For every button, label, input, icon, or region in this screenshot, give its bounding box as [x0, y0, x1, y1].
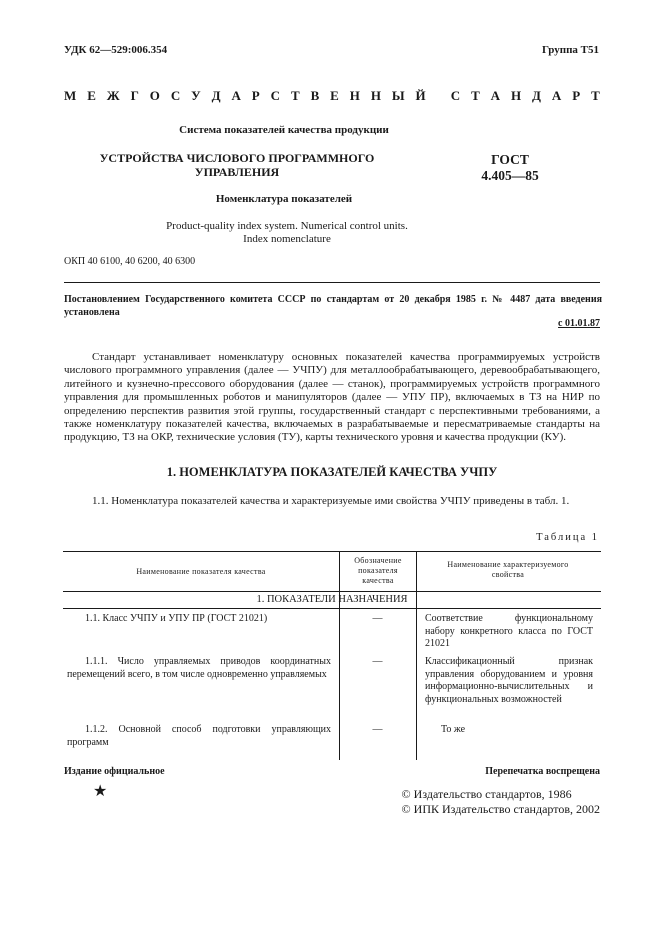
quality-index-table	[63, 551, 601, 760]
document-subtitle: Номенклатура показателей	[215, 193, 353, 205]
standard-title-letter: Н	[510, 88, 522, 103]
english-title-line-2: Index nomenclature	[243, 233, 331, 245]
section-heading-border	[63, 608, 601, 609]
table-header-border	[63, 591, 601, 592]
document-title	[64, 151, 410, 179]
table-header-designation: Обозначение показателя качества	[354, 556, 402, 585]
table-row-2-designation: —	[372, 656, 383, 667]
standard-title-letter: Ж	[106, 88, 120, 103]
standard-title-letter: Н	[370, 88, 381, 103]
group-code: Группа Т51	[541, 44, 599, 56]
standard-title-letter: О	[149, 88, 160, 103]
official-edition-label: Издание официальное	[64, 766, 165, 777]
standard-title-letter: Н	[349, 88, 360, 103]
table-top-border	[63, 551, 601, 552]
divider	[64, 282, 600, 283]
standard-title-letter: Й	[415, 88, 426, 103]
table-row-2-name: 1.1.1. Число управляемых приводов координатных перемещений всего, в том числе одновременно управляемых	[67, 656, 331, 680]
table-caption: Таблица 1	[536, 532, 599, 543]
udk-code: УДК 62—529:006.354	[64, 44, 168, 56]
effective-date: с 01.01.87	[558, 318, 600, 329]
table-column-divider	[416, 551, 417, 760]
standard-title-letter: Т	[471, 88, 480, 103]
reprint-notice: Перепечатка воспрещена	[485, 766, 600, 777]
english-title-line-1: Product-quality index system. Numerical control units.	[166, 220, 408, 232]
standard-title-letter: С	[450, 88, 461, 103]
intro-paragraph: Стандарт устанавливает номенклатуру основных показателей качества программируемых устройств числового программного управления (далее — УЧПУ) для металлообрабатывающего, деревообрабатывающего, литейного и кузнечно-прессового оборудования (далее — станок), программируемых устройств программного управления для промышленных роботов и манипуляторов (далее — УПУ ПР), включаемых в ТЗ на НИР по определению перспектив развития этой группы, государственный стандарт с перспективными требованиями, а также номенклатуру показателей качества, включаемых в разрабатываемые и пересматриваемые стандарты на продукцию, ТЗ на ОКР, технические условия (ТУ), карты технического уровня и качества продукции (КУ).	[64, 351, 600, 444]
document-title-line-2: УПРАВЛЕНИЯ	[194, 165, 280, 179]
table-row-1-property: Соответствие функциональному набору конкретного класса по ГОСТ 21021	[425, 613, 593, 649]
section-1-heading: 1. НОМЕНКЛАТУРА ПОКАЗАТЕЛЕЙ КАЧЕСТВА УЧПУ	[166, 465, 498, 479]
standard-title-letter: А	[231, 88, 241, 103]
standard-title-letter: Т	[290, 88, 300, 103]
paragraph-1-1: 1.1. Номенклатура показателей качества и характеризуемые ими свойства УЧПУ приведены в табл. 1.	[92, 495, 570, 507]
standard-title-letter: А	[490, 88, 501, 103]
standard-title-letter: А	[551, 88, 562, 103]
decree-text: Постановлением Государственного комитета СССР по стандартам от 20 декабря 1985 г. № 4487 дата введения установлена	[64, 294, 602, 318]
table-header-name: Наименование показателя качества	[136, 567, 266, 576]
table-row-2-property: Классификационный признак управления оборудованием и уровня информационно-вычислительных и функциональных возможностей	[425, 656, 593, 705]
copyright-line-1: © Издательство стандартов, 1986	[401, 787, 572, 801]
standard-title-letter: Р	[572, 88, 581, 103]
gost-number-block	[472, 152, 548, 184]
gost-number: 4.405—85	[481, 168, 539, 183]
gost-label: ГОСТ	[491, 152, 529, 167]
standard-title-letter: В	[310, 88, 320, 103]
standard-title-letter: Г	[130, 88, 139, 103]
standard-title-letter: У	[191, 88, 201, 103]
standard-title-letter	[437, 88, 440, 104]
table-row-3-name: 1.1.2. Основной способ подготовки управляющих программ	[67, 724, 331, 748]
system-title: Система показателей качества продукции	[179, 124, 389, 136]
table-section-heading: 1. ПОКАЗАТЕЛИ НАЗНАЧЕНИЯ	[256, 594, 408, 605]
standard-title-letter: Р	[251, 88, 260, 103]
english-title	[64, 220, 510, 246]
okp-codes: ОКП 40 6100, 40 6200, 40 6300	[64, 256, 196, 267]
table-row-3-property: То же	[441, 724, 466, 735]
standard-title-letter: С	[270, 88, 281, 103]
standard-title-letter: С	[170, 88, 181, 103]
star-icon: ★	[93, 783, 108, 800]
standard-title-letter: М	[64, 88, 77, 103]
document-title-line-1: УСТРОЙСТВА ЧИСЛОВОГО ПРОГРАММНОГО	[99, 151, 375, 165]
copyright-block	[402, 787, 600, 817]
standard-title-letter: Д	[211, 88, 221, 103]
standard-type-title	[64, 88, 600, 104]
standard-title-letter: Д	[532, 88, 541, 103]
table-header-property: Наименование характеризуемого свойства	[447, 560, 569, 579]
standard-title-letter: Е	[330, 88, 339, 103]
standard-title-letter: Ы	[391, 88, 405, 103]
standard-title-letter: Е	[87, 88, 96, 103]
table-row-1-designation: —	[372, 613, 383, 624]
standard-title-letter: Т	[591, 88, 600, 103]
table-row-1-name: 1.1. Класс УЧПУ и УПУ ПР (ГОСТ 21021)	[85, 613, 268, 624]
table-row-3-designation: —	[372, 724, 383, 735]
copyright-line-2: © ИПК Издательство стандартов, 2002	[401, 802, 600, 816]
